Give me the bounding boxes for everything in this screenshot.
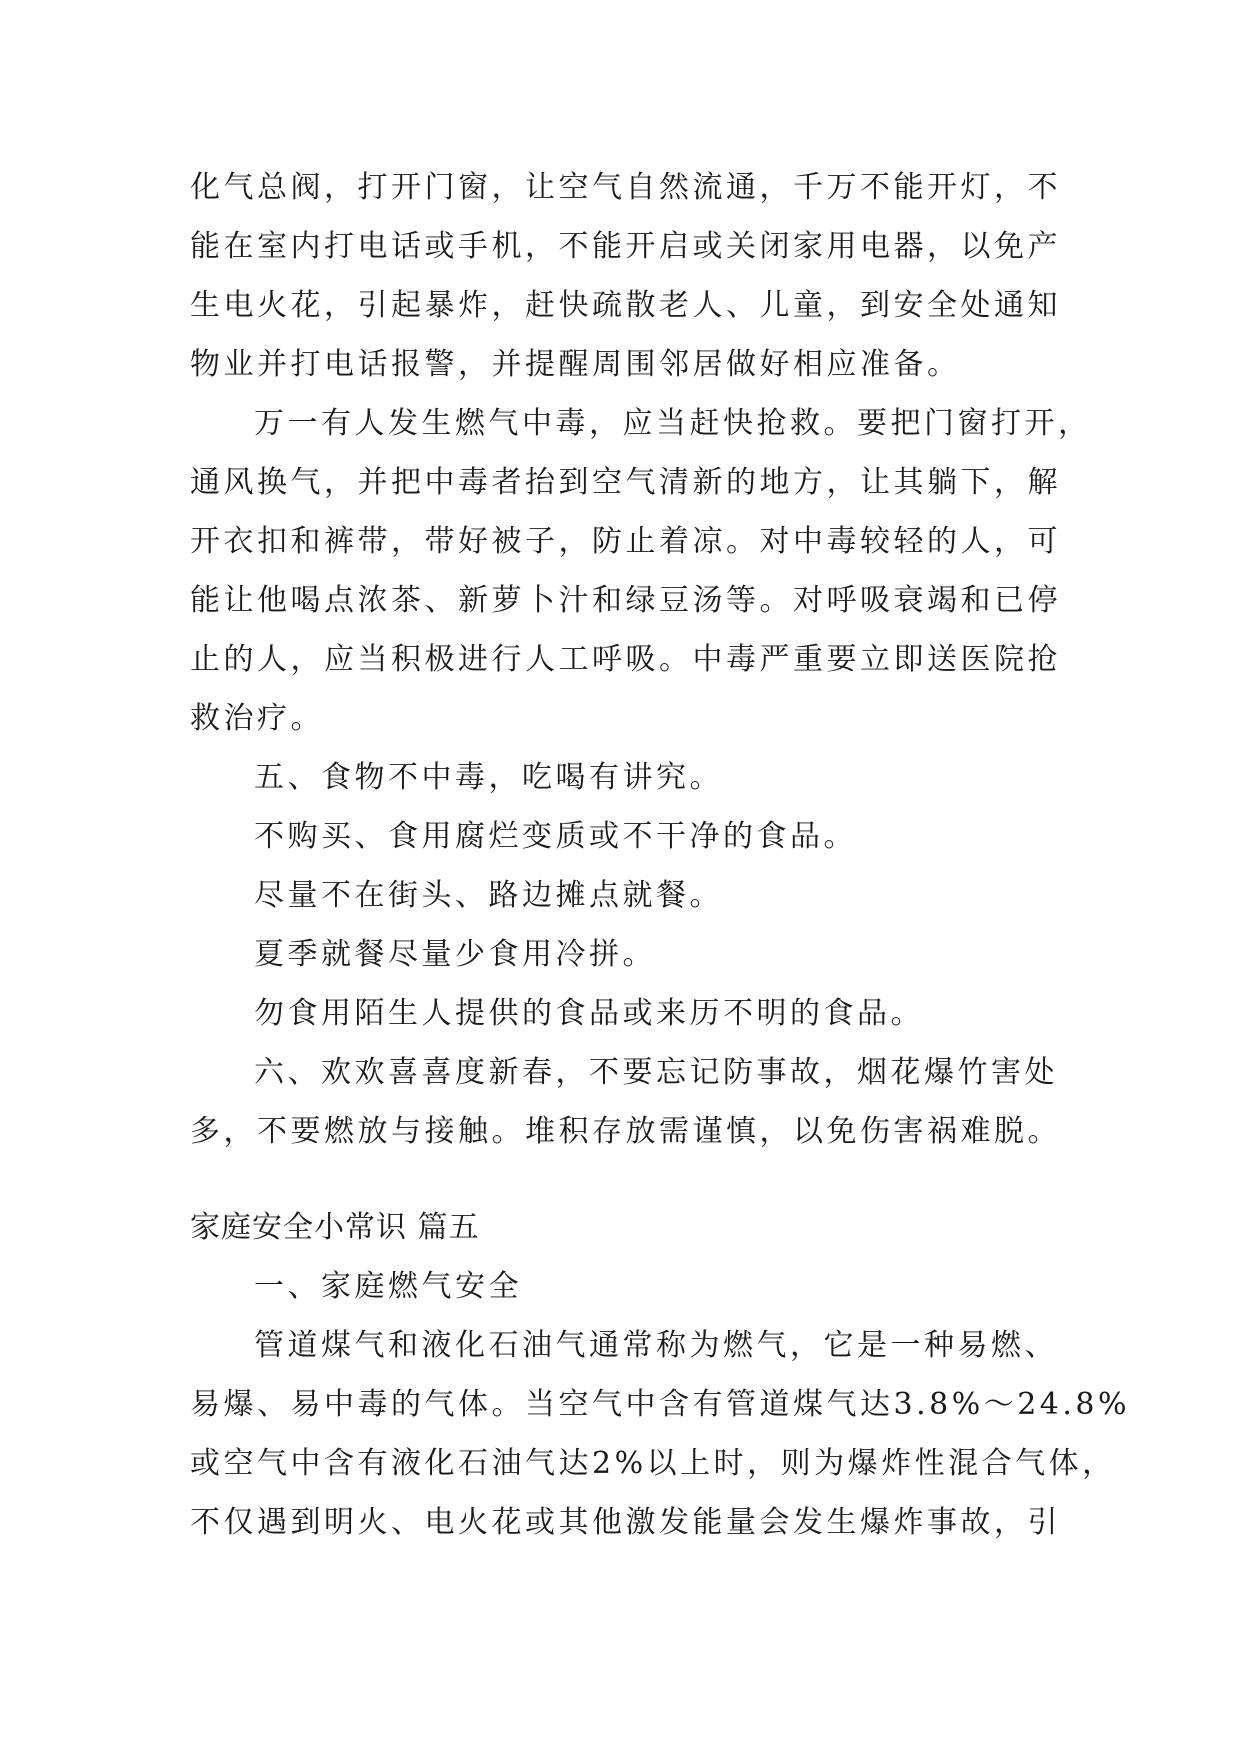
section-title: 家庭安全小常识 篇五 xyxy=(190,1210,480,1245)
paragraph-line: 或空气中含有液化石油气达2%以上时，则为爆炸性混合气体， xyxy=(190,1446,1116,1481)
subheading-line: 一、家庭燃气安全 xyxy=(254,1269,522,1304)
paragraph-line: 不仅遇到明火、电火花或其他激发能量会发生爆炸事故，引 xyxy=(190,1505,1061,1540)
paragraph-line: 开衣扣和裤带，带好被子，防止着凉。对中毒较轻的人，可 xyxy=(190,524,1061,559)
paragraph-line: 能在室内打电话或手机，不能开启或关闭家用电器，以免产 xyxy=(190,229,1061,264)
text-block-lower xyxy=(190,1198,1131,1552)
paragraph-line: 不购买、食用腐烂变质或不干净的食品。 xyxy=(254,819,857,854)
paragraph-line: 尽量不在街头、路边摊点就餐。 xyxy=(254,878,723,913)
paragraph-line: 救治疗。 xyxy=(190,701,324,736)
paragraph-line: 通风换气，并把中毒者抬到空气清新的地方，让其躺下，解 xyxy=(190,465,1061,500)
paragraph-line: 夏季就餐尽量少食用冷拼。 xyxy=(254,937,656,972)
paragraph-line: 管道煤气和液化石油气通常称为燃气，它是一种易燃、 xyxy=(254,1328,1058,1363)
paragraph-line: 物业并打电话报警，并提醒周围邻居做好相应准备。 xyxy=(190,347,961,382)
paragraph-line: 万一有人发生燃气中毒，应当赶快抢救。要把门窗打开， xyxy=(254,406,1092,441)
paragraph-line: 六、欢欢喜喜度新春，不要忘记防事故，烟花爆竹害处 xyxy=(254,1055,1058,1090)
paragraph-line: 多，不要燃放与接触。堆积存放需谨慎，以免伤害祸难脱。 xyxy=(190,1114,1061,1149)
paragraph-line: 生电火花，引起暴炸，赶快疏散老人、儿童，到安全处通知 xyxy=(190,288,1061,323)
paragraph-line: 止的人，应当积极进行人工呼吸。中毒严重要立即送医院抢 xyxy=(190,642,1061,677)
paragraph-line: 化气总阀，打开门窗，让空气自然流通，千万不能开灯，不 xyxy=(190,170,1061,205)
paragraph-line: 易爆、易中毒的气体。当空气中含有管道煤气达3.8%～24.8% xyxy=(190,1387,1131,1422)
paragraph-line: 勿食用陌生人提供的食品或来历不明的食品。 xyxy=(254,996,924,1031)
paragraph-line: 能让他喝点浓茶、新萝卜汁和绿豆汤等。对呼吸衰竭和已停 xyxy=(190,583,1061,618)
text-block-upper xyxy=(190,158,1092,1161)
subheading-line: 五、食物不中毒，吃喝有讲究。 xyxy=(254,760,723,795)
